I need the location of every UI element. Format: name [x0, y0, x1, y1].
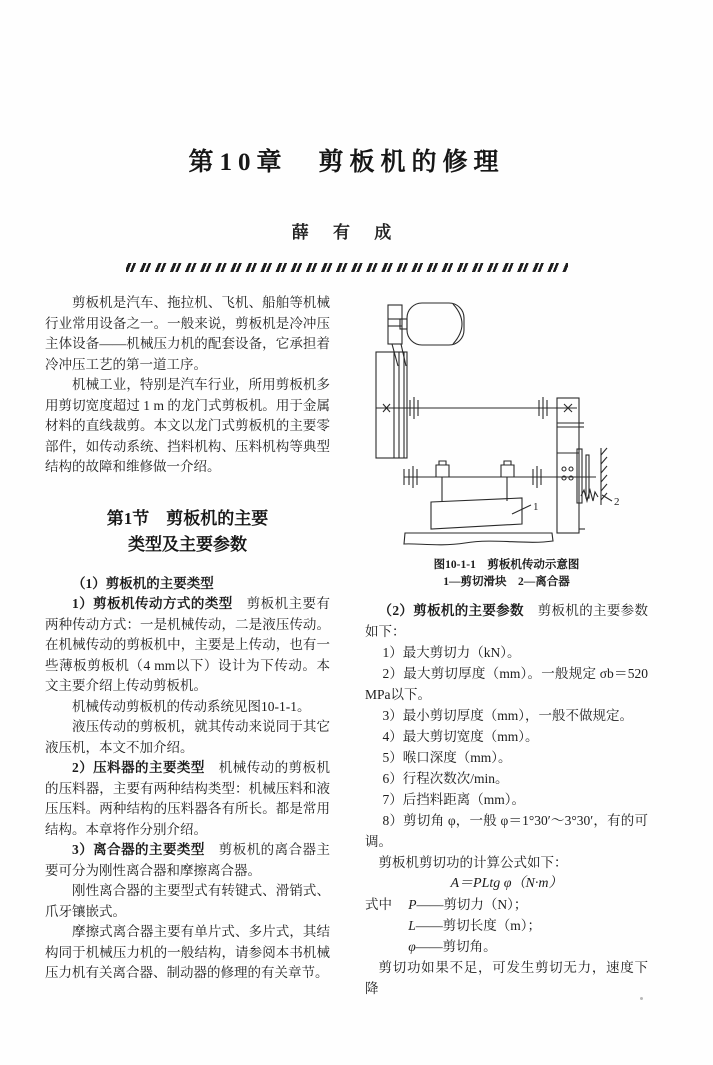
figure-label-clutch: 2 — [614, 496, 620, 508]
param-item: 8）剪切角 φ，一般 φ＝1°30′～3°30′，有的可调。 — [365, 813, 648, 849]
paragraph-intro-1: 剪板机是汽车、拖拉机、飞机、船舶等机械行业常用设备之一。一般来说，剪板机是冷冲压主体设备——机械压力机的配套设备，它承担着冷冲压工艺的第一道工序。 — [45, 295, 330, 372]
machine-bed — [404, 533, 553, 545]
where-item: φ——剪切角。 — [408, 939, 497, 954]
item1-rest: 剪板机主要有两种传动方式：一是机械传动，二是液压传动。在机械传动的剪板机中，主要是上传动，也有一些薄板剪板机（4 mm以下）设计为下传动。本文主要介绍上传动剪板机。 — [45, 596, 331, 693]
section-heading — [45, 506, 330, 558]
params-lead: （2）剪板机的主要参数 — [378, 603, 538, 618]
flywheel — [376, 352, 407, 458]
right-column — [365, 293, 648, 999]
param-item: 6）行程次数次/min。 — [382, 771, 509, 786]
right-column-text — [365, 600, 648, 999]
cam-2 — [501, 465, 514, 477]
paragraph-hydraulic: 液压传动的剪板机，就其传动来说同于其它液压机，本文不加介绍。 — [45, 719, 330, 755]
subsection-1-title: （1）剪板机的主要类型 — [72, 575, 214, 591]
param-item: 7）后挡料距离（mm）。 — [382, 792, 526, 807]
cam-1 — [436, 465, 449, 477]
where-item: P——剪切力（N）； — [408, 897, 528, 912]
paragraph-main-params — [365, 600, 648, 642]
chapter-title: 第10章 剪板机的修理 — [188, 149, 505, 176]
param-item: 5）喉口深度（mm）。 — [382, 750, 512, 765]
figure-10-1-1 — [365, 293, 648, 590]
where-item: L——剪切长度（m）； — [408, 918, 541, 933]
section-heading-line1: 第1节 剪板机的主要 — [106, 508, 269, 528]
shearing-work-formula: A＝PLtg φ（N·m） — [450, 876, 563, 891]
two-column-body — [45, 293, 648, 999]
paragraph-figure-ref: 机械传动剪板机的传动系统见图10-1-1。 — [72, 698, 311, 714]
where-label: 式中 — [365, 897, 392, 912]
paragraph-formula-intro: 剪板机剪切功的计算公式如下： — [378, 855, 568, 870]
label-2-leader — [602, 495, 612, 501]
param-item: 3）最小剪切厚度（mm），一般不做规定。 — [382, 708, 634, 723]
item2-rest: 机械传动的剪板机的压料器，主要有两种结构类型：机械压料和液压压料。两种结构的压料器各有所长。都是常用结构。本章将作分别介绍。 — [45, 760, 331, 837]
author-name: 薛 有 成 — [291, 223, 402, 242]
transmission-diagram — [365, 293, 648, 555]
formula-where-block — [365, 894, 648, 957]
paragraph-intro-2: 机械工业，特别是汽车行业，所用剪板机多用剪切宽度超过 1 m 的龙门式剪板机。用于金属材料的直线裁剪。本文以龙门式剪板机的主要零部件，如传动系统、挡料机构、压料机构等典型结构的故障和维修做一介绍。 — [45, 377, 330, 474]
param-item: 2）最大剪切厚度（mm）。一般规定 σb＝520 MPa以下。 — [365, 666, 648, 702]
figure-legend: 1—剪切滑块 2—离合器 — [443, 576, 570, 588]
paragraph-clutch-types — [45, 840, 330, 881]
figure-caption: 图10-1-1 剪板机传动示意图 — [433, 559, 580, 571]
ornament-divider — [126, 263, 568, 272]
gear-wheel — [557, 398, 579, 533]
paragraph-rigid-clutch: 刚性离合器的主要型式有转键式、滑销式、爪牙镶嵌式。 — [45, 883, 330, 919]
item2-lead: 2）压料器的主要类型 — [72, 760, 219, 775]
figure-label-slider: 1 — [533, 501, 539, 513]
param-item: 1）最大剪切力（kN）。 — [382, 645, 521, 660]
scan-speck — [640, 997, 643, 1000]
left-column — [45, 293, 330, 999]
motor-end-cap — [453, 304, 462, 344]
item1-lead: 1）剪板机传动方式的类型 — [72, 596, 247, 611]
section-heading-line2: 类型及主要参数 — [128, 534, 247, 554]
paragraph-drive-types — [45, 594, 330, 697]
belt-line — [392, 344, 398, 366]
item3-rest: 剪板机的离合器主要可分为刚性离合器和摩擦离合器。 — [45, 842, 331, 878]
paragraph-holddown-types — [45, 758, 330, 840]
paragraph-insufficient-work: 剪切功如果不足，可发生剪切无力，速度下降 — [365, 960, 648, 996]
param-item: 4）最大剪切宽度（mm）。 — [382, 729, 539, 744]
paragraph-friction-clutch: 摩擦式离合器主要有单片式、多片式，其结构同于机械压力机的一般结构，请参阅本书机械压力机有关离合器、制动器的修理的有关章节。 — [45, 924, 330, 980]
slider-block — [431, 498, 522, 529]
motor-shaft-nub — [400, 319, 407, 329]
motor-body — [407, 303, 464, 345]
item3-lead: 3）离合器的主要类型 — [72, 842, 219, 857]
params-rest: 剪板机的主要参数如下： — [365, 603, 649, 639]
